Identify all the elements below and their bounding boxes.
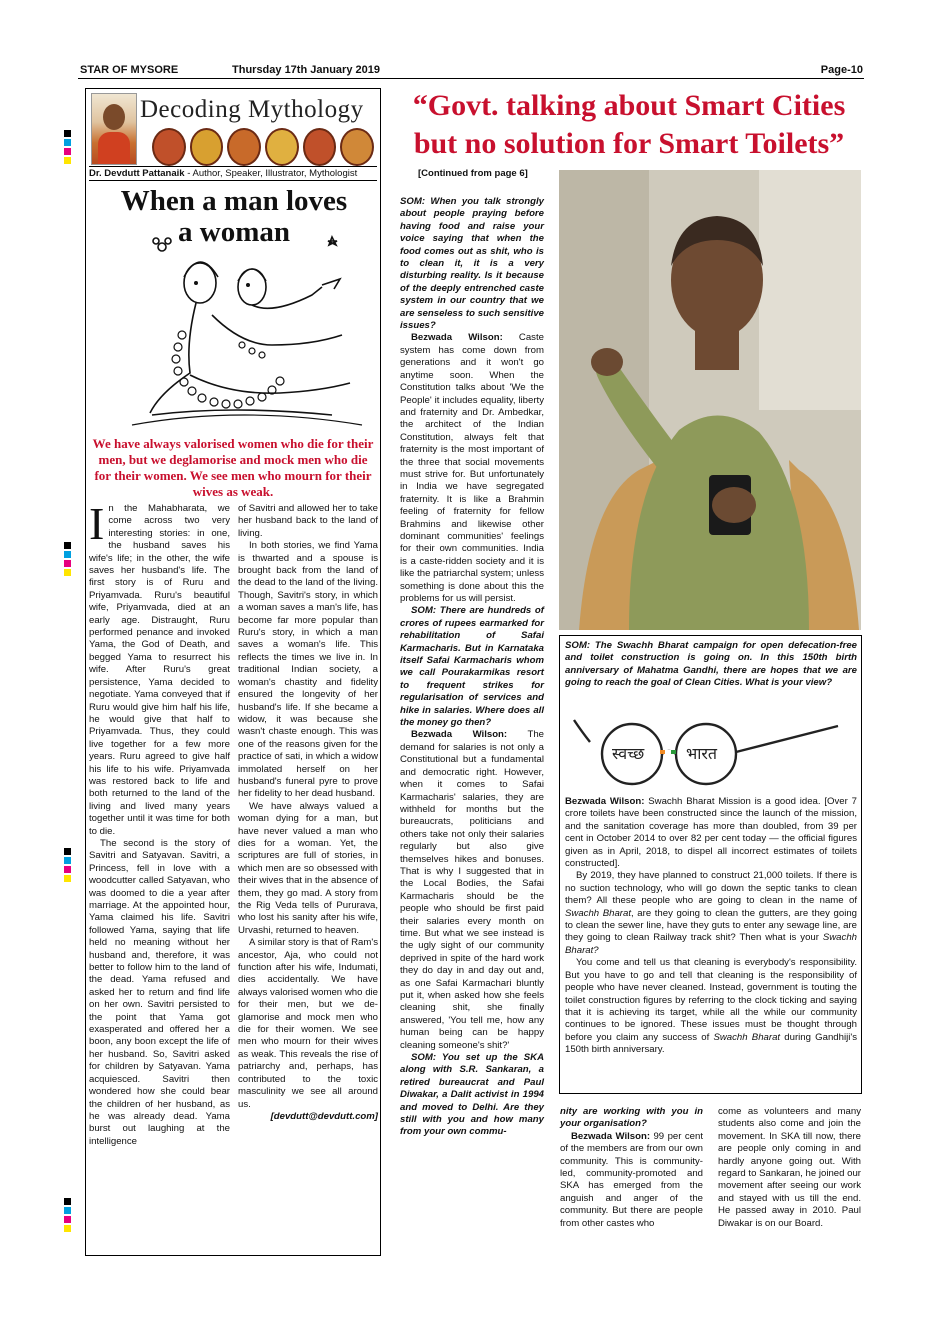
registration-mark — [64, 139, 71, 146]
article-headline-line2: a woman — [178, 216, 290, 248]
byline — [89, 166, 377, 181]
article-headline-line1: When a man loves — [120, 185, 348, 217]
signoff: [devdutt@devdutt.com] — [270, 1110, 378, 1122]
box-question: SOM: The Swachh Bharat campaign for open defecation-free and toilet construction is going on. In this 150th birth anniversary of Mahatma Gandhi, there are hopes that we are going to reach the goal of Clean Cities. What is your view? — [565, 640, 857, 689]
column-title: Decoding Mythology — [140, 96, 364, 123]
registration-mark — [64, 875, 71, 882]
interview-col1: SOM: When you talk strongly about people praying before having food and raise your voice saying that when the food comes out as shit, who is to clean it, it is a very disturbing reality. Is it because of the deeply entrenched caste system in our country that we are senseless to such sensitive issues? Bezwada Wilson: Caste system has come down from generations and it won't go anytime soon. When the Constitution talks about 'We the People' it includes equality, liberty and fraternity and Dr. Ambedkar, the architect of the Indian Constitution, always felt that fraternity is the most important of the three that social movements must strive for. But unfortunately in India we have segregated fraternity. It is like a Brahmin feeling of fraternity for fellow Brahmins and likewise other dominant communities' feelings for their own communities. India is a caste-ridden society and it is like the patriarchal system; unless something is done about this the problems for us will persist. SOM: There are hundreds of crores of rupees earmarked for rehabilitation of Safai Karmacharis. But in Karnataka itself Safai Karmacharis whom we call Pourakarmikas resort to frequent strikes for regularisation of services and hike in salaries. Where does all the money go then? Bezwada Wilson: The demand for salaries is not only a Constitutional but a fundamental and democratic right. However, when it comes to Safai Karmacharis' salaries, they are withheld for months but the bureaucrats, politicians and others take not only their salaries regularly but also give themselves hikes and bonuses. That is why I suggested that in the Local Bodies, the Safai Karmacharis should be the people who should be first paid their salaries every month on time. But what we see instead is the ugly sight of our community deprived in spite of the hard work they do day in and day out and, as one Safai Karmachari bluntly put it, when asked how she feels cleaning shit, she finally answered, 'You tell me, how any human being can be happy cleaning someone's shit?' SOM: You set up the SKA along with S.R. Sankaran, a retired bureaucrat and Paul Diwakar, a Dalit activist in 1994 and moved to Delhi. Are they still with you and how many from your own commu- — [400, 196, 544, 1138]
registration-mark — [64, 1207, 71, 1214]
mythology-masks — [152, 128, 374, 162]
byline-name: Dr. Devdutt Pattanaik — [89, 168, 185, 179]
registration-mark — [64, 551, 71, 558]
interview-col2: nity are working with you in your organisation? Bezwada Wilson: 99 per cent of the members are from our own community. This is community-led, community-promoted and SKA has emerged from the anguish and anger of the community. But there are people from other castes who — [560, 1106, 703, 1229]
page-number: Page-10 — [820, 64, 863, 76]
registration-mark — [64, 542, 71, 549]
interview-headline-line2: but no solution for Smart Toilets” — [413, 127, 845, 160]
registration-mark — [64, 857, 71, 864]
pullquote: We have always valorised women who die for their men, but we deglamorise and mock men who die for their women. We see men who mourn for their wives as weak. — [92, 436, 374, 499]
logo-text-right: भारत — [686, 746, 718, 763]
byline-role: - Author, Speaker, Illustrator, Mythologist — [187, 168, 358, 179]
interviewee-photo — [559, 170, 861, 630]
box-answer: Bezwada Wilson: Swachh Bharat Mission is a good idea. [Over 7 crore toilets have been constructed since the launch of the mission, and the sanitation coverage has more than doubled, from 39 per cent in October 2014 to over 82 per cent today — the official figures given as in April, 2018, to dispel all incorrect estimates of toilets constructed]. By 2019, they have planned to construct 21,000 toilets. If there is no suction technology, who will go down the septic tanks to clean them? All these people who are going to clean in the name of Swachh Bharat, are they going to clean the gutters, are they going to clean the sewer line, have they guts to enter any sewage line, are they going to clean Railway track shit? Then what is your Swachh Bharat? You come and tell us that cleaning is everybody's responsibility. But you have to go and tell that cleaning is the responsibility of people who have never cleaned. Instead, government is touting the toilet construction figures by referring to the clock ticking and saying that it is achieving its target, while all the while our community continues to be ignored. These issues must be thought through before you claim any success of Swachh Bharat during Gandhiji's 150th birth anniversary. — [565, 796, 857, 1056]
logo-text-left: स्वच्छ — [612, 746, 645, 763]
registration-mark — [64, 1216, 71, 1223]
continued-note: [Continued from page 6] — [418, 168, 528, 179]
registration-mark — [64, 560, 71, 567]
registration-mark — [64, 1198, 71, 1205]
registration-mark — [64, 569, 71, 576]
mythology-col1: In the Mahabharata, we come across two very interesting stories: in one, the husband saves his wife's life; in the other, the wife saves her husband's life. The first story is of Ruru and Priyamvada. Ruru's beautiful wife, Priyamvada, died at an early age. Distraught, Ruru performed penance and invoked Yama, the God of Death, and begged Yama to resurrect his wife. After Ruru's great persistence, Yama decided to negotiate. Yama conveyed that if Ruru would give him half his life, he would give that half to Priyamvada. Thus, they could live together for a few more years. Ruru agreed to give half his life to his wife. Priyamvada was restored back to life and both returned to the land of the living and lived many years together until it was time for both to die. The second is the story of Savitri and Satyavan. Savitri, a Princess, fell in love with a woodcutter called Satyavan, who was doomed to die a year after marriage. At the appointed hour, Yama claimed his life. Savitri followed Yama, saying that life held no meaning without her husband and, therefore, it was better to follow him to the land of the dead. Yama refused and asked her to return and find life on her own. Savitri persisted to the point that Yama got exasperated and offered her a boon, any boon except the life of her husband. So, Savitri asked for children by Satyavan. Yama acquiesced. Savitri then wondered how she could bear the children of her husband, as he was already dead. Yama burst out laughing at the intelligence — [89, 498, 230, 1147]
registration-mark — [64, 848, 71, 855]
paper-name: STAR OF MYSORE — [80, 64, 179, 76]
interview-headline-line1: “Govt. talking about Smart Cities — [412, 89, 846, 122]
registration-mark — [64, 866, 71, 873]
couple-illustration — [92, 225, 374, 437]
author-photo — [91, 93, 137, 165]
dropcap: I — [89, 498, 105, 549]
registration-mark — [64, 1225, 71, 1232]
registration-mark — [64, 157, 71, 164]
registration-mark — [64, 130, 71, 137]
issue-date: Thursday 17th January 2019 — [232, 64, 380, 76]
interview-col3: come as volunteers and many students also come and join the movement. In SKA till now, there are people only coming in and hardly anyone going out. With regard to Sankaran, he joined our movement after seeing our work and stayed with us till the end. He passed away in 2010. Paul Diwakar is on our Board. — [718, 1106, 861, 1229]
header-rule — [78, 78, 864, 79]
registration-mark — [64, 148, 71, 155]
mythology-col2: of Savitri and allowed her to take her husband back to the land of living. In both stories, we find Yama is thwarted and a spouse is brought back from the land of the dead to the land of the living. Though, Savitri's story, in which a woman saves a man's life, has become far more popular than Ruru's story, in which a man saves a woman's life. This reflects the times we live in. In traditional Indian society, a woman's chastity and fidelity ensured the longevity of her husband's life. If she became a widow, it was because she wasn't chaste enough. This was one of the reasons given for the practice of sati, in which a widow immolated herself on her husband's funeral pyre to prove her fidelity to her dead husband. We have always valued a woman dying for a man, but have never valued a man who dies for a woman. Yet, the scriptures are full of stories, in which men are so obsessed with their wives that in the absence of them, they go mad. A story from the Rig Veda tells of Pururava, who lost his sanity after his wife, Urvashi, returned to heaven. A similar story is that of Ram's ancestor, Aja, who could not function after his wife, Indumati, dies accidentally. We have always valorised women who die for their men, but we de-glamorise and mock men who die for their women. We see men who mourn for their wives as weak. This reveals the rise of patriarchy and, perhaps, has contributed to the toxic masculinity we see all around us. [devdutt@devdutt.com] — [238, 503, 378, 1122]
